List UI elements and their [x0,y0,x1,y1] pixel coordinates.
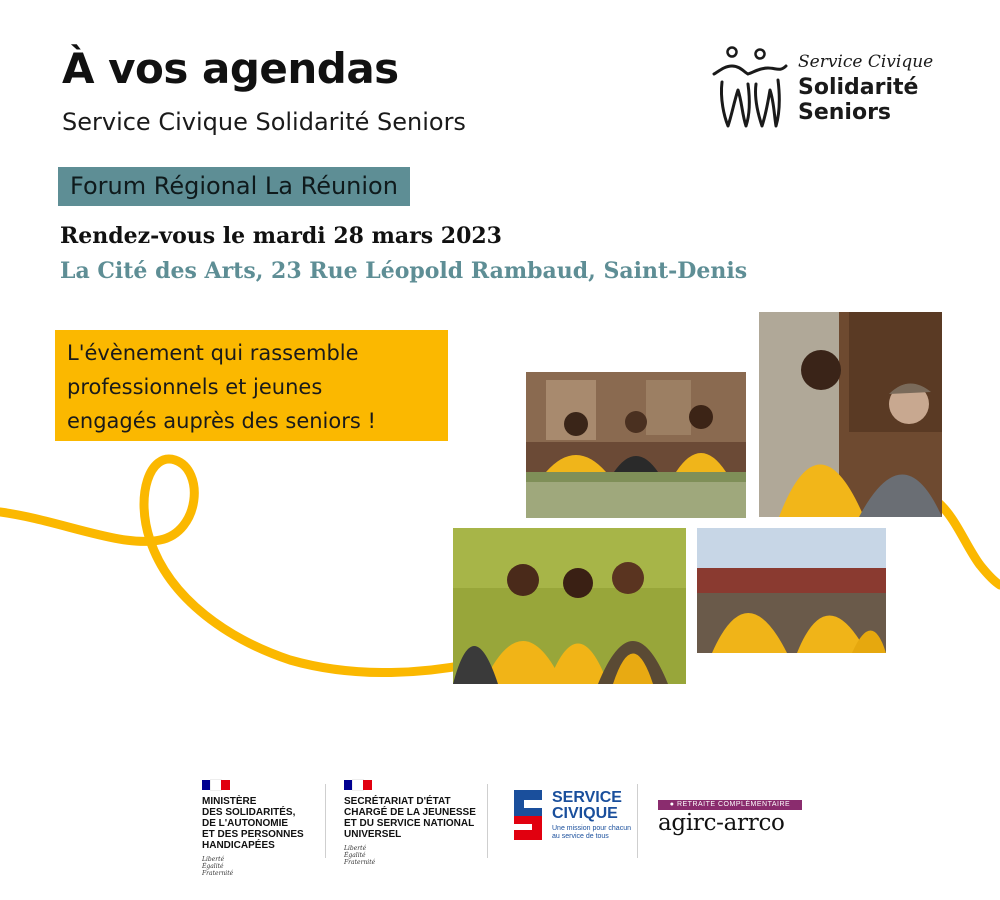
logo-line-3: Seniors [798,100,892,125]
motto-line: Égalité [344,852,366,859]
partner-divider [637,784,638,858]
agirc-arrco-logo: agirc-arrco [658,810,785,836]
sc-line: SERVICE [552,789,622,806]
sc-tagline-line: Une mission pour chacun [552,825,631,832]
tagline-line: professionnels et jeunes [67,375,323,399]
agirc-arrco-band: ● RETRAITE COMPLÉMENTAIRE [658,800,802,810]
service-civique-name [552,790,622,822]
ministry-line: MINISTÈRE [202,796,257,807]
motto-line: Fraternité [344,859,376,866]
tagline-line: engagés auprès des seniors ! [67,409,376,433]
partner-divider [487,784,488,858]
event-location: La Cité des Arts, 23 Rue Léopold Rambaud, Saint-Denis [60,258,748,284]
motto-line: Liberté [202,856,225,863]
page-subtitle: Service Civique Solidarité Seniors [62,108,466,136]
motto-line: Liberté [344,845,367,852]
event-tagline-box [55,330,448,441]
people-logo-icon [708,44,796,134]
service-civique-tagline [552,825,631,841]
logo-line-1: Service Civique [798,52,934,72]
ministry-line: ET DES PERSONNES [202,829,304,840]
tagline-line: L'évènement qui rassemble [67,341,359,365]
sc-line: CIVIQUE [552,805,618,822]
secretariat-line: ET DU SERVICE NATIONAL [344,818,475,829]
solidarite-seniors-logo [708,44,958,134]
french-flag-icon [344,780,372,790]
secretariat-line: CHARGÉ DE LA JEUNESSE [344,807,476,818]
page-title: À vos agendas [62,44,399,93]
photo-garden-group [526,372,746,518]
event-date: Rendez-vous le mardi 28 mars 2023 [60,223,502,249]
secretariat-line: SECRÉTARIAT D'ÉTAT [344,796,451,807]
partner-divider [325,784,326,858]
ministry-line: DES SOLIDARITÉS, [202,807,296,818]
sc-tagline-line: au service de tous [552,833,609,840]
secretariat-jeunesse-logo [344,780,484,866]
partner-logos-bar [0,770,1000,880]
service-civique-s-icon [510,786,546,844]
secretariat-line: UNIVERSEL [344,829,402,840]
ministry-line: DE L'AUTONOMIE [202,818,289,829]
logo-line-2: Solidarité [798,75,919,100]
french-flag-icon [202,780,230,790]
forum-label-badge: Forum Régional La Réunion [58,167,410,206]
ministry-solidarites-logo [202,780,317,877]
photo-three-women [453,528,686,684]
ministry-line: HANDICAPÉES [202,840,275,851]
photo-young-man-senior [759,312,942,517]
photo-hoodies-back-view [697,528,886,653]
motto-line: Fraternité [202,870,234,877]
motto-line: Égalité [202,863,224,870]
